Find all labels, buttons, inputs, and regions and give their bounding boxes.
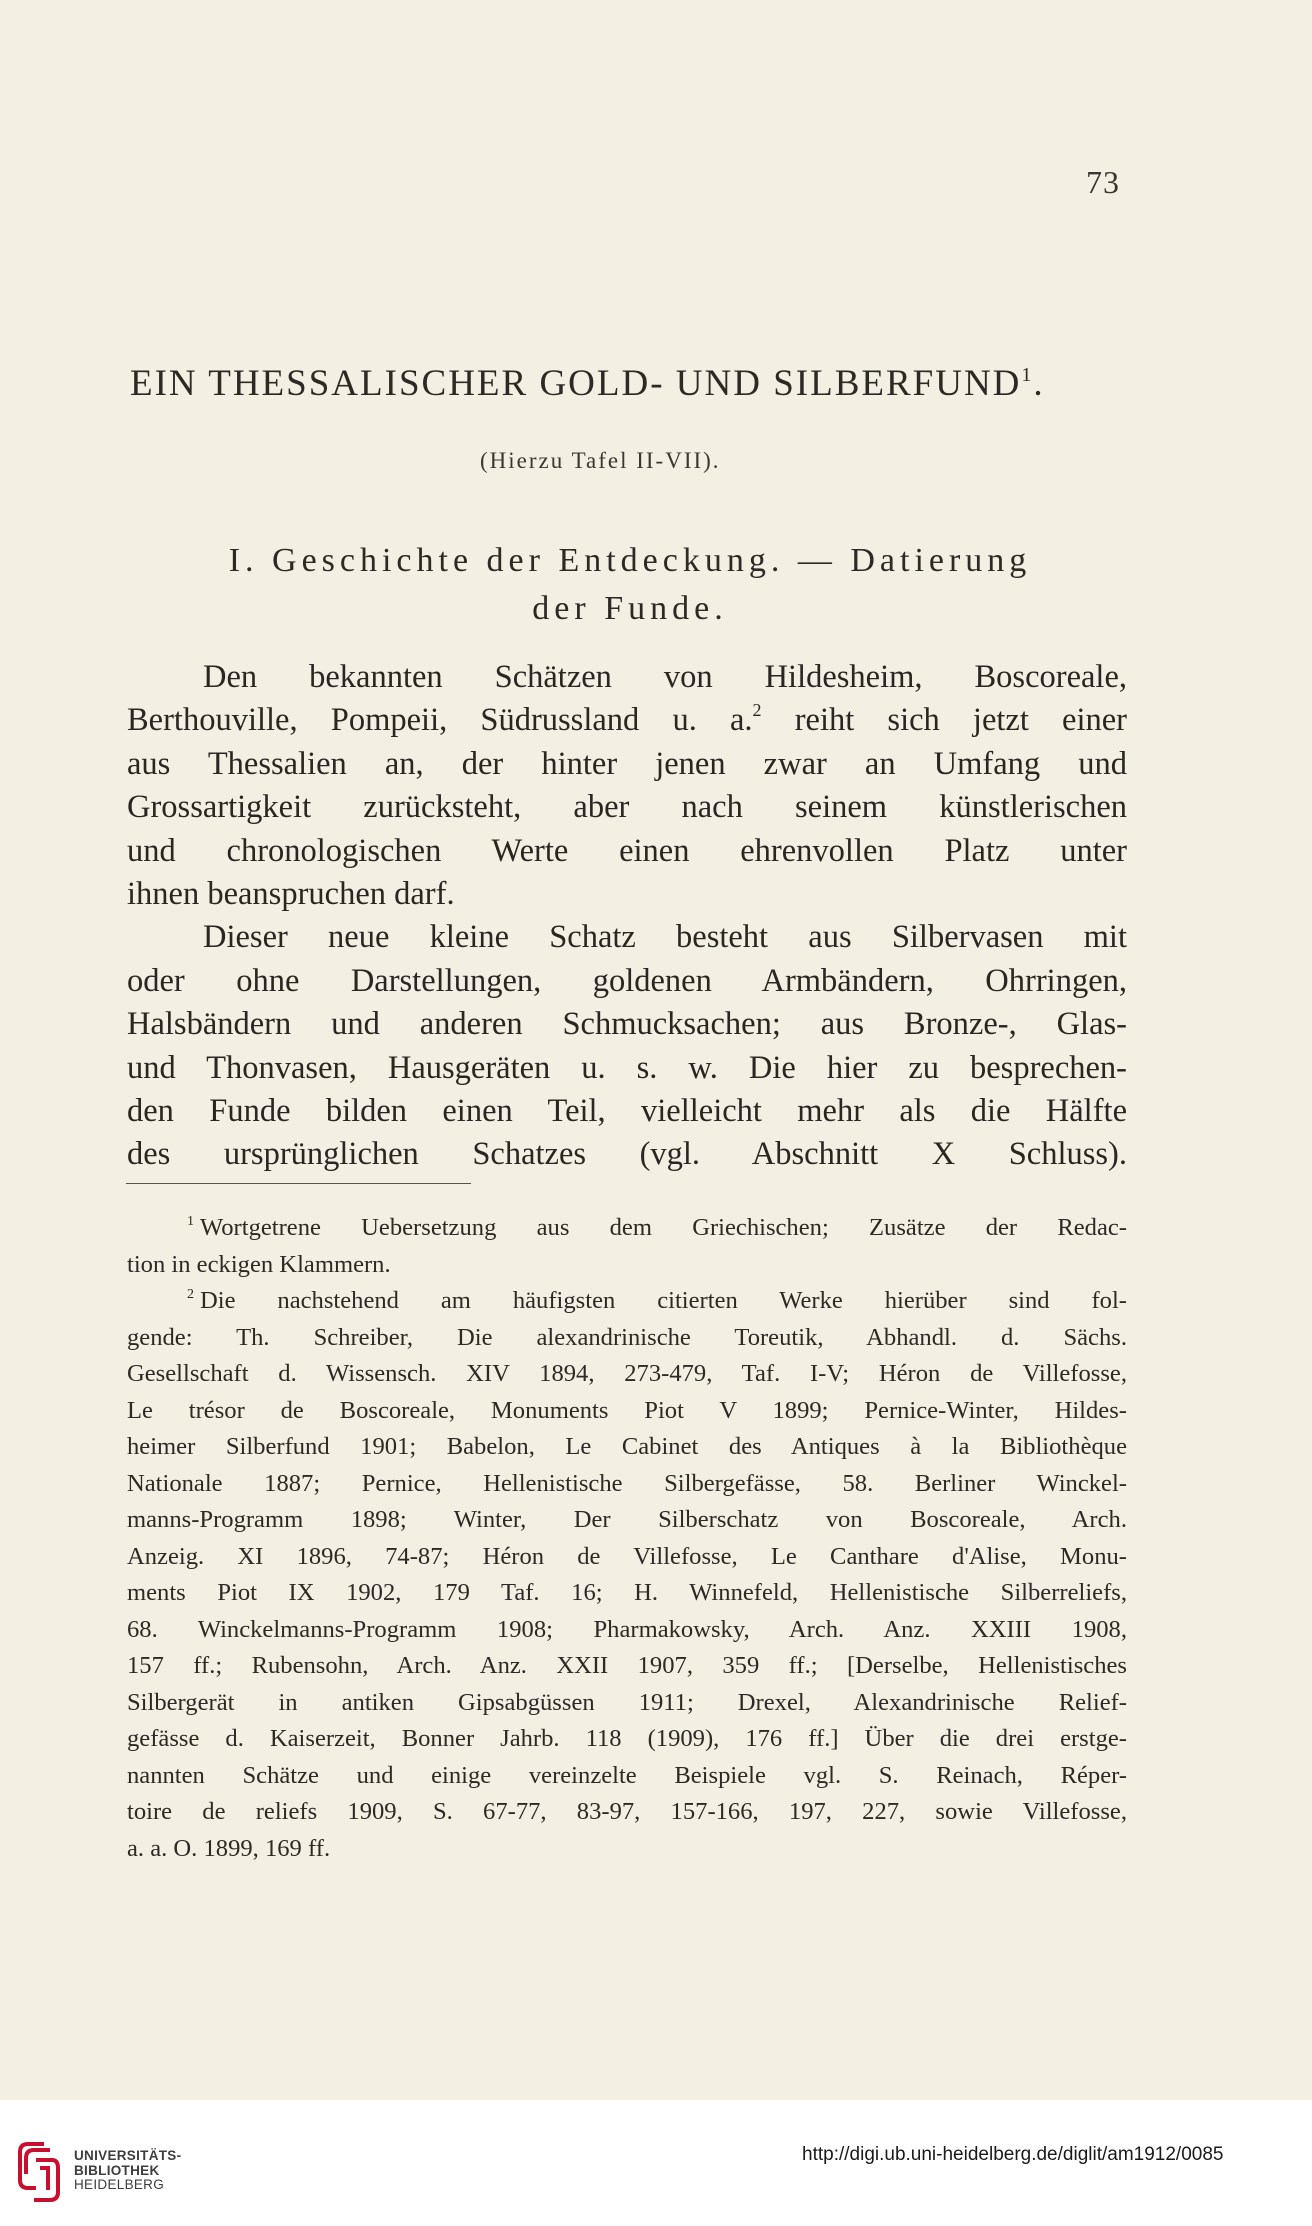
library-name-line: BIBLIOTHEK: [74, 2162, 160, 2178]
article-subtitle: (Hierzu Tafel II-VII).: [480, 448, 721, 473]
section-heading-line: I. Geschichte der Entdeckung. — Datierung: [228, 542, 1032, 579]
paragraph-line: oder ohne Darstellungen, goldenen Armbändern, Ohrringen,: [127, 962, 1127, 999]
library-footer: [0, 2100, 1312, 2226]
paragraph-line: den Funde bilden einen Teil, vielleicht mehr als die Hälfte: [127, 1093, 1127, 1130]
paragraph-line: und Thonvasen, Hausgeräten u. s. w. Die hier zu besprechen-: [127, 1049, 1127, 1086]
library-name-line: UNIVERSITÄTS-: [74, 2148, 182, 2163]
library-name-line: HEIDELBERG: [74, 2177, 165, 2192]
footnotes: [127, 1210, 1127, 1867]
footnote-line: a. a. O. 1899, 169 ff.: [127, 1834, 331, 1862]
body-text: [127, 656, 1127, 1177]
library-name: [74, 2149, 181, 2193]
paragraph-line: Dieser neue kleine Schatz besteht aus Silbervasen mit: [203, 919, 1127, 956]
paragraph-line-end: reiht sich jetzt einer: [794, 702, 1127, 739]
footnote-text: Die nachstehend am häufigsten citierten Werke hierüber sind fol-: [200, 1287, 1127, 1314]
paragraph-line: aus Thessalien an, der hinter jenen zwar an Umfang und: [127, 745, 1127, 782]
paragraph-line: Halsbändern und anderen Schmucksachen; aus Bronze-, Glas-: [127, 1006, 1127, 1043]
footnote-line: tion in eckigen Klammern.: [127, 1250, 391, 1278]
article-title: [130, 362, 1130, 405]
footnote-line: gefässe d. Kaiserzeit, Bonner Jahrb. 118 (1909), 176 ff.] Über die drei erstge-: [127, 1725, 1127, 1752]
footnote-line: Nationale 1887; Pernice, Hellenistische Silbergefässe, 58. Berliner Winckel-: [127, 1469, 1127, 1497]
paragraph-line: [127, 699, 1127, 742]
permalink-url[interactable]: http://digi.ub.uni-heidelberg.de/diglit/am1912/0085: [802, 2144, 1224, 2165]
footnote-line: gende: Th. Schreiber, Die alexandrinische Toreutik, Abhandl. d. Sächs.: [127, 1323, 1127, 1351]
footnote-divider: [126, 1183, 471, 1184]
paragraph-line-start: Berthouville, Pompeii, Südrussland u. a.: [127, 702, 753, 739]
paragraph-line: des ursprünglichen Schatzes (vgl. Abschnitt X Schluss).: [127, 1136, 1127, 1173]
footnote-mark: 1: [187, 1214, 194, 1229]
paragraph-line: und chronologischen Werte einen ehrenvollen Platz unter: [127, 832, 1127, 869]
title-footnote-mark: 1: [1021, 364, 1034, 386]
footnote-line: ments Piot IX 1902, 179 Taf. 16; H. Winnefeld, Hellenistische Silberreliefs,: [127, 1579, 1127, 1606]
section-heading: [130, 537, 1130, 633]
paragraph-line: Den bekannten Schätzen von Hildesheim, Boscoreale,: [203, 659, 1127, 695]
paragraph-line: Grossartigkeit zurücksteht, aber nach seinem künstlerischen: [127, 789, 1127, 826]
footnote-ref-2: 2: [752, 700, 762, 721]
footnote-mark: 2: [187, 1287, 194, 1302]
footnote-line: [127, 1210, 1127, 1247]
footnote-line: 68. Winckelmanns-Programm 1908; Pharmakowsky, Arch. Anz. XXIII 1908,: [127, 1615, 1127, 1643]
footnote-text: Wortgetrene Uebersetzung aus dem Griechischen; Zusätze der Redac-: [200, 1214, 1127, 1241]
footnote-line: Le trésor de Boscoreale, Monuments Piot V 1899; Pernice-Winter, Hildes-: [127, 1396, 1127, 1424]
footnote-line: toire de reliefs 1909, S. 67-77, 83-97, 157-166, 197, 227, sowie Villefosse,: [127, 1798, 1127, 1825]
section-heading-line: der Funde.: [532, 590, 728, 627]
footnote-line: manns-Programm 1898; Winter, Der Silberschatz von Boscoreale, Arch.: [127, 1506, 1127, 1533]
footnote-line: Anzeig. XI 1896, 74-87; Héron de Villefosse, Le Canthare d'Alise, Monu-: [127, 1542, 1127, 1570]
paragraph-line: ihnen beanspruchen darf.: [127, 876, 455, 913]
footnote-line: Silbergerät in antiken Gipsabgüssen 1911; Drexel, Alexandrinische Relief-: [127, 1688, 1127, 1716]
footnote-line: heimer Silberfund 1901; Babelon, Le Cabinet des Antiques à la Bibliothèque: [127, 1433, 1127, 1460]
page-number: 73: [1086, 164, 1120, 200]
footnote-line: [127, 1283, 1127, 1320]
footnote-line: Gesellschaft d. Wissensch. XIV 1894, 273-479, Taf. I-V; Héron de Villefosse,: [127, 1360, 1127, 1387]
footnote-line: 157 ff.; Rubensohn, Arch. Anz. XXII 1907, 359 ff.; [Derselbe, Hellenistisches: [127, 1652, 1127, 1679]
article-title-text: EIN THESSALISCHER GOLD- UND SILBERFUND: [130, 363, 1022, 404]
university-library-logo-icon: [14, 2140, 64, 2206]
title-end: .: [1033, 363, 1045, 404]
footnote-line: nannten Schätze und einige vereinzelte Beispiele vgl. S. Reinach, Réper-: [127, 1761, 1127, 1789]
